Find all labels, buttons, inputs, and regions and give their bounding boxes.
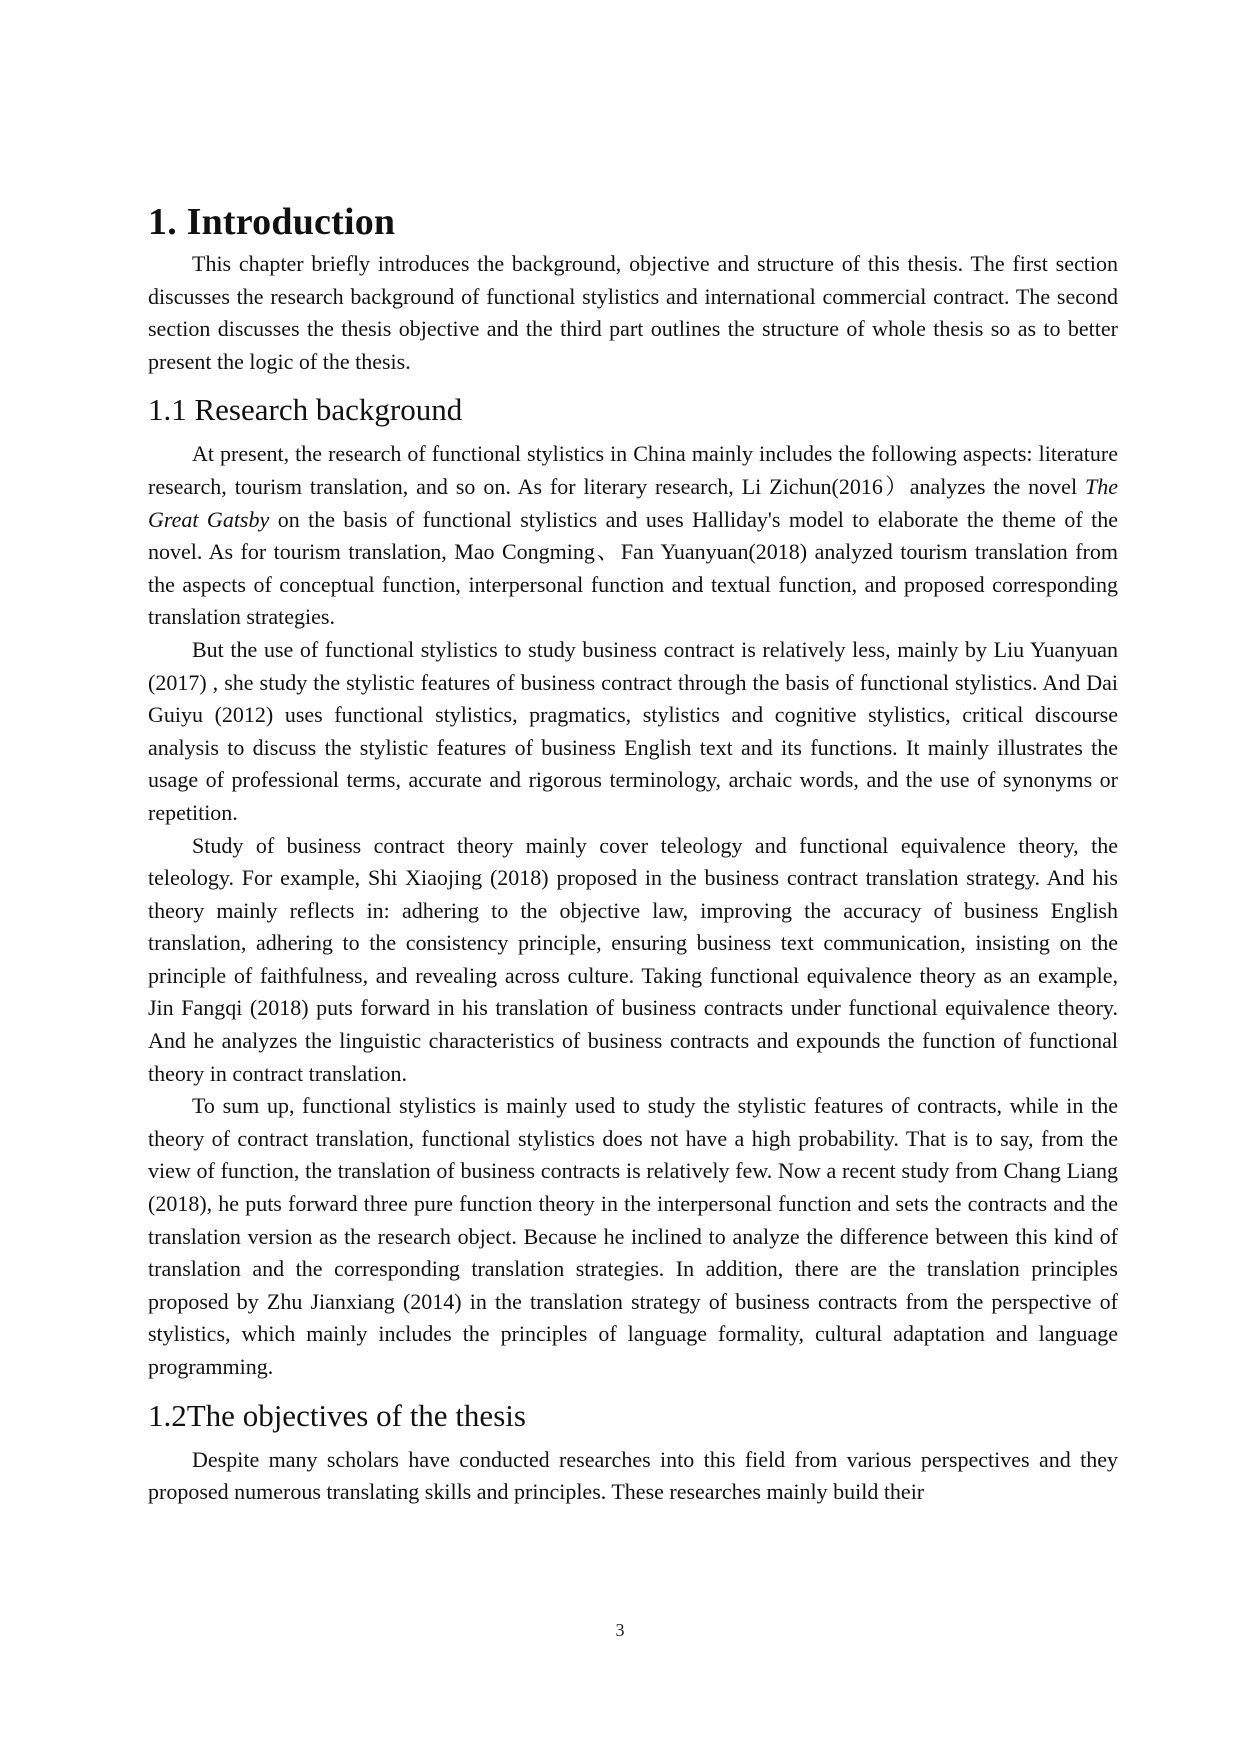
- book-title: The Great Gatsby: [148, 473, 1118, 532]
- section-1-1-paragraph-1: [148, 438, 1118, 634]
- section-1-1-paragraph-2: But the use of functional stylistics to study business contract is relatively less, mainly by Liu Yuanyuan (2017) , she study the stylistic features of business contract through the basis of functional stylistics. And Dai Guiyu (2012) uses functional stylistics, pragmatics, stylistics and cognitive stylistics, critical discourse analysis to discuss the stylistic features of business English text and its functions. It mainly illustrates the usage of professional terms, accurate and rigorous terminology, archaic words, and the use of synonyms or repetition.: [148, 636, 1118, 825]
- section-1-2-paragraph-1: Despite many scholars have conducted researches into this field from various perspectives and they proposed numerous translating skills and principles. These researches mainly build their: [148, 1446, 1118, 1505]
- page-number: 3: [615, 1620, 625, 1640]
- section-1-1-title: 1.1 Research background: [148, 392, 463, 428]
- paragraph-text: At present, the research of functional stylistics in China mainly includes the following aspects: literature research, tourism translation, and so on. As for literary research, Li Zichun(2016）analyzes the novel: [148, 441, 1118, 499]
- paragraph-text: on the basis of functional stylistics and uses Halliday's model to elaborate the theme of the novel. As for tourism translation, Mao Congming、Fan Yuanyuan(2018) analyzed tourism translation from the aspects of conceptual function, interpersonal function and textual function, and proposed corresponding translation strategies.: [148, 506, 1118, 630]
- section-1-1-paragraph-3: Study of business contract theory mainly cover teleology and functional equivalence theory, the teleology. For example, Shi Xiaojing (2018) proposed in the business contract translation strategy. And his theory mainly reflects in: adhering to the objective law, improving the accuracy of business English translation, adhering to the consistency principle, ensuring business text communication, insisting on the principle of faithfulness, and revealing across culture. Taking functional equivalence theory as an example, Jin Fangqi (2018) puts forward in his translation of business contracts under functional equivalence theory. And he analyzes the linguistic characteristics of business contracts and expounds the function of functional theory in contract translation.: [148, 832, 1118, 1086]
- section-1-2-title: 1.2The objectives of the thesis: [148, 1397, 526, 1433]
- section-1-1-paragraph-4: To sum up, functional stylistics is mainly used to study the stylistic features of contracts, while in the theory of contract translation, functional stylistics does not have a high probability. That is to say, from the view of function, the translation of business contracts is relatively few. Now a recent study from Chang Liang (2018), he puts forward three pure function theory in the interpersonal function and sets the contracts and the translation version as the research object. Because he inclined to analyze the difference between this kind of translation and the corresponding translation strategies. In addition, there are the translation principles proposed by Zhu Jianxiang (2014) in the translation strategy of business contracts from the perspective of stylistics, which mainly includes the principles of language formality, cultural adaptation and language programming.: [148, 1093, 1118, 1379]
- intro-paragraph: This chapter briefly introduces the background, objective and structure of this thesis. The first section discusses the research background of functional stylistics and international commercial contract. The second section discusses the thesis objective and the third part outlines the structure of whole thesis so as to better present the logic of the thesis.: [148, 251, 1118, 374]
- chapter-heading: 1. Introduction: [148, 201, 396, 243]
- page-body: [148, 196, 1118, 1509]
